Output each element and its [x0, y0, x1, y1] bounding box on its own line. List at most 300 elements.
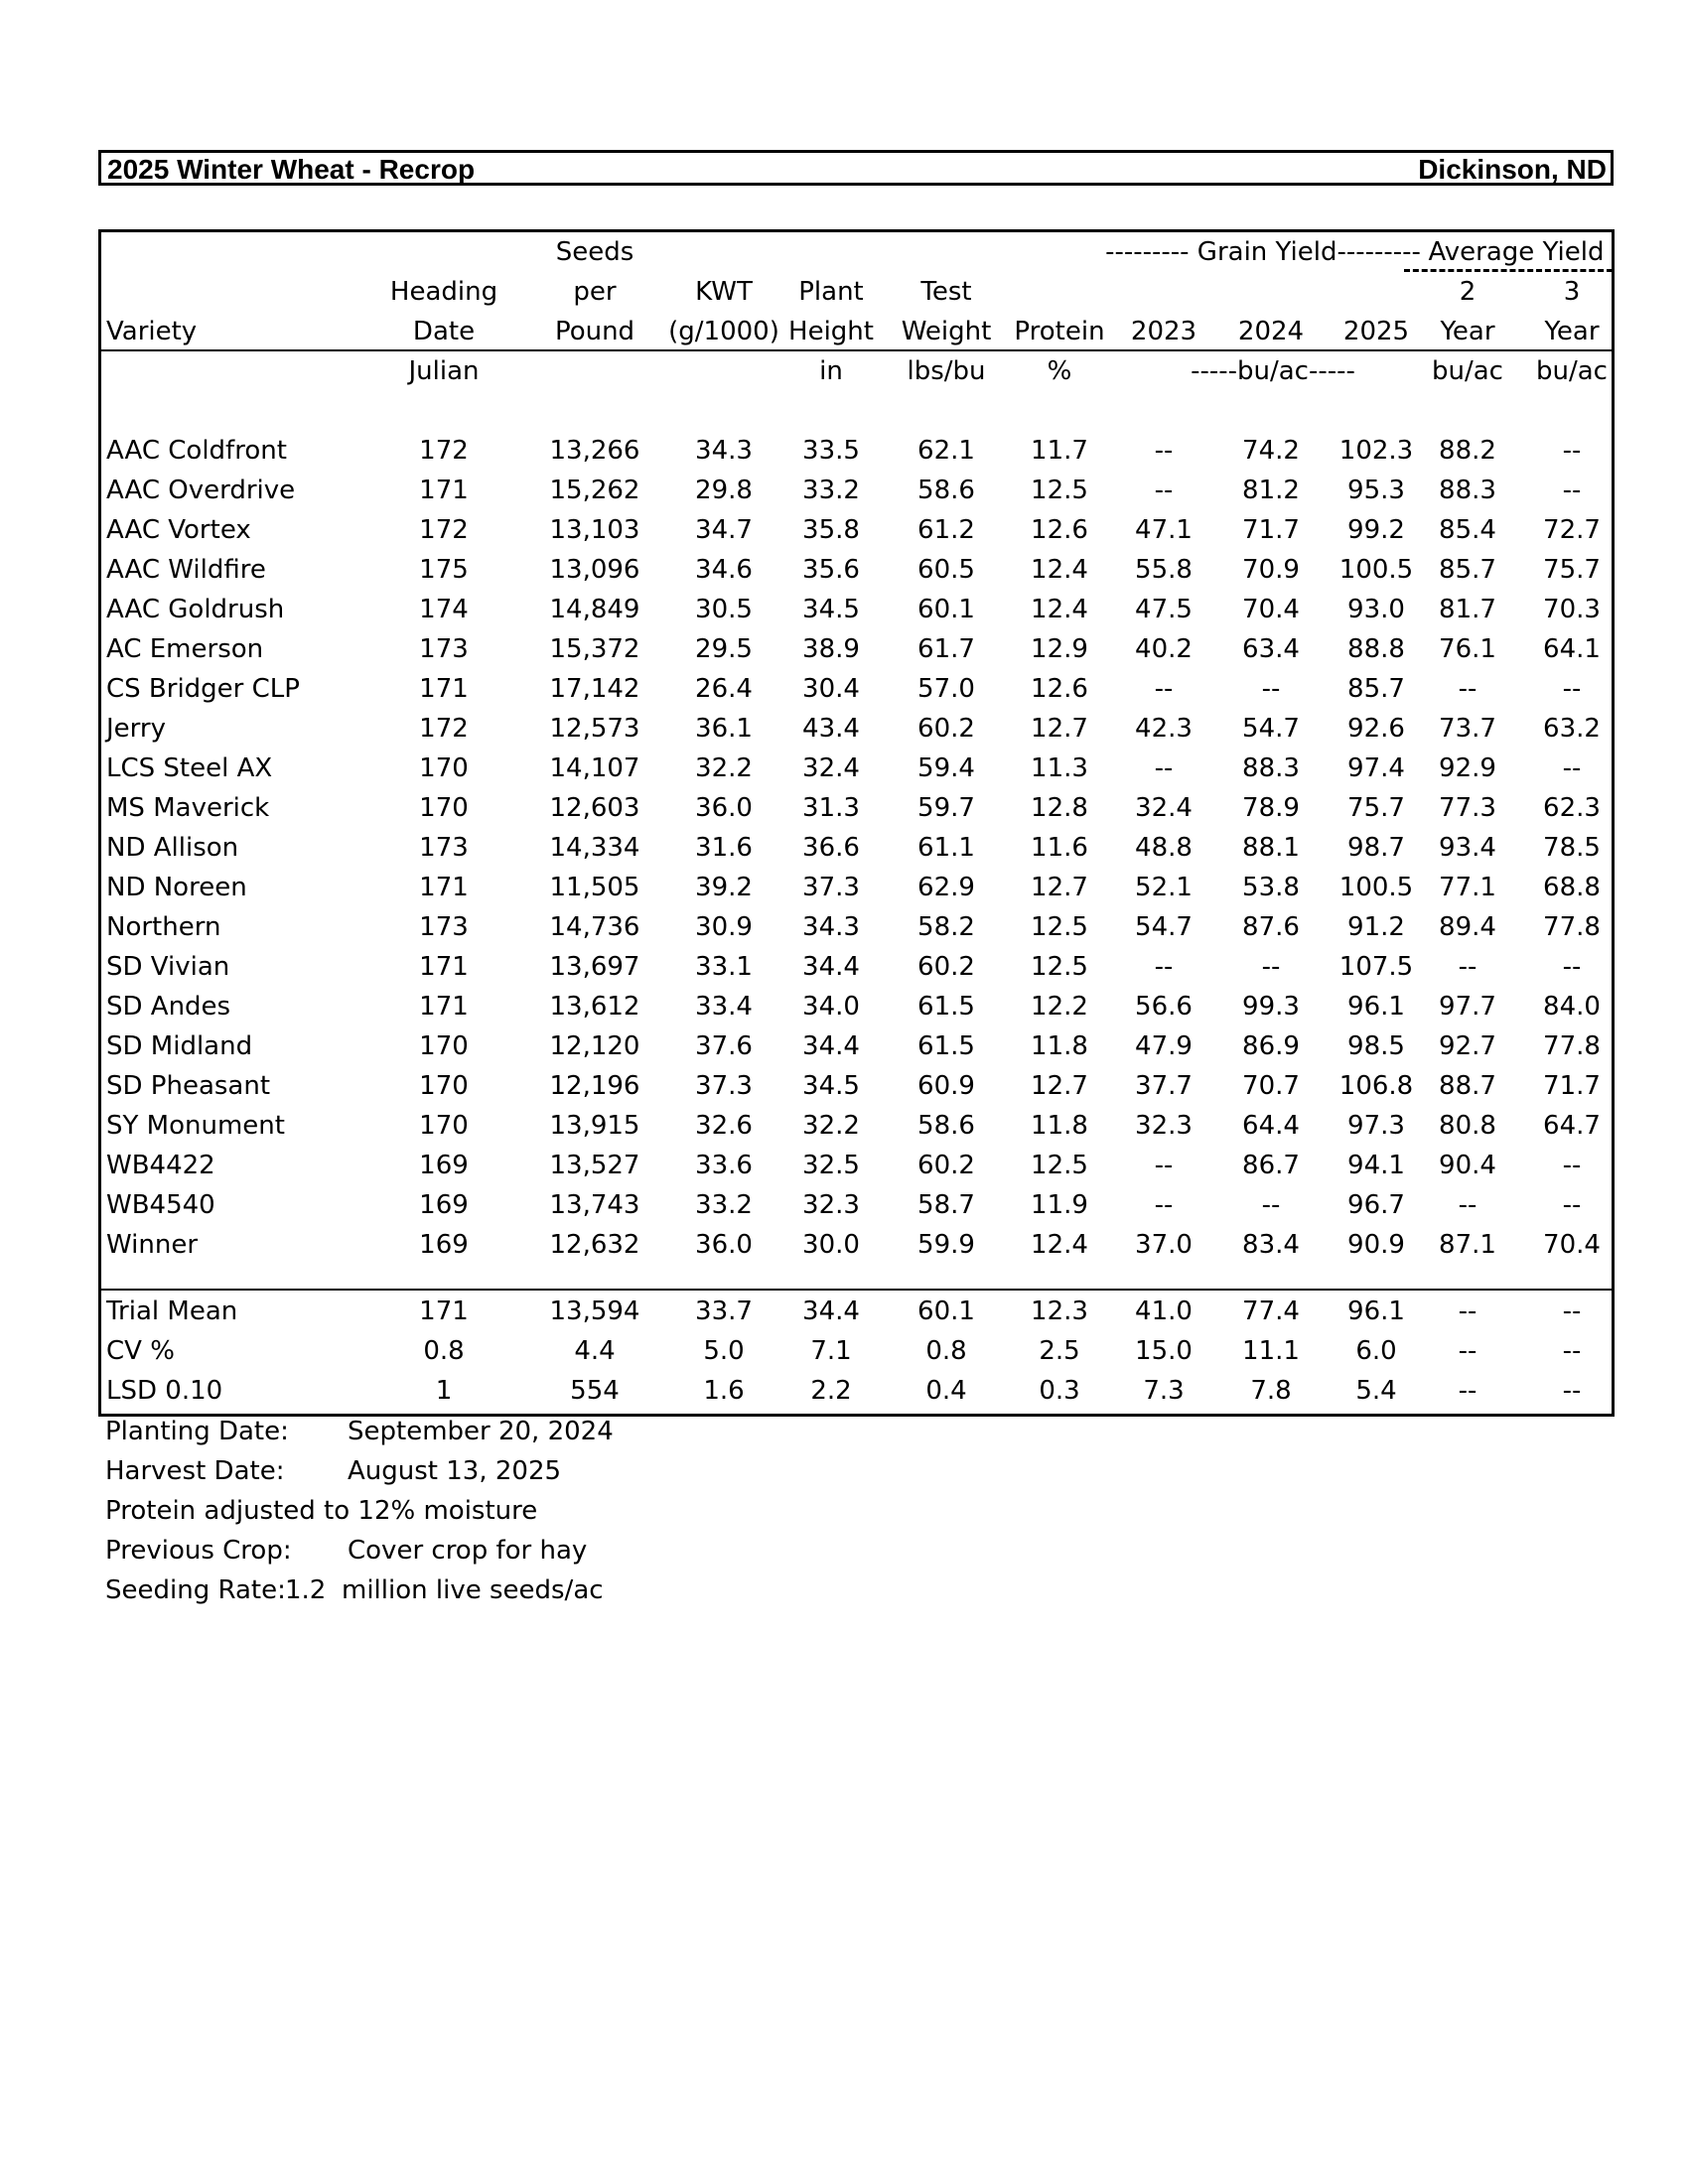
row-avg-yield-2yr: 92.7: [1439, 1031, 1496, 1061]
row-heading-date: 169: [419, 1230, 469, 1260]
row-yield-2024: 83.4: [1242, 1230, 1300, 1260]
row-kwt: 34.3: [695, 436, 753, 466]
row-yield-2024: 70.7: [1242, 1071, 1300, 1101]
header-date: Date: [412, 317, 476, 346]
row-heading-date: 171: [419, 952, 469, 982]
row-seeds-per-pound: 13,096: [549, 555, 640, 585]
row-heading-date: 170: [419, 1111, 469, 1141]
row-seeds-per-pound: 13,103: [549, 515, 640, 545]
row-avg-yield-2yr: 93.4: [1439, 833, 1496, 863]
header-variety: Variety: [106, 317, 198, 346]
summary-heading-date: 0.8: [423, 1336, 465, 1366]
row-seeds-per-pound: 13,743: [549, 1190, 640, 1220]
summary-test-weight: 0.8: [925, 1336, 967, 1366]
row-plant-height: 32.5: [802, 1151, 860, 1180]
row-heading-date: 170: [419, 1071, 469, 1101]
row-heading-date: 173: [419, 833, 469, 863]
row-test-weight: 60.9: [917, 1071, 975, 1101]
row-heading-date: 170: [419, 753, 469, 783]
summary-protein: 2.5: [1039, 1336, 1080, 1366]
row-yield-2023: --: [1154, 1151, 1174, 1180]
row-yield-2024: --: [1261, 952, 1281, 982]
row-heading-date: 174: [419, 595, 469, 624]
row-avg-yield-3yr: --: [1562, 436, 1582, 466]
row-seeds-per-pound: 15,372: [549, 634, 640, 664]
row-seeds-per-pound: 14,334: [549, 833, 640, 863]
row-variety: SD Andes: [106, 992, 231, 1022]
row-yield-2024: 70.9: [1242, 555, 1300, 585]
summary-avg-yield-2yr: --: [1458, 1297, 1477, 1326]
header-weight: Weight: [901, 317, 992, 346]
row-plant-height: 35.6: [802, 555, 860, 585]
row-variety: Winner: [106, 1230, 199, 1260]
summary-plant-height: 34.4: [802, 1297, 860, 1326]
row-avg-yield-2yr: 77.1: [1439, 873, 1496, 902]
row-plant-height: 38.9: [802, 634, 860, 664]
row-plant-height: 32.3: [802, 1190, 860, 1220]
row-variety: AAC Overdrive: [106, 476, 296, 505]
row-kwt: 33.4: [695, 992, 753, 1022]
summary-rule: [101, 1289, 1612, 1291]
row-yield-2025: 98.7: [1347, 833, 1405, 863]
row-heading-date: 171: [419, 873, 469, 902]
row-variety: SY Monument: [106, 1111, 285, 1141]
row-variety: SD Midland: [106, 1031, 253, 1061]
row-yield-2024: 71.7: [1242, 515, 1300, 545]
row-plant-height: 34.3: [802, 912, 860, 942]
row-protein: 11.7: [1031, 436, 1088, 466]
row-seeds-per-pound: 13,697: [549, 952, 640, 982]
row-avg-yield-2yr: 85.7: [1439, 555, 1496, 585]
header-per: per: [573, 277, 617, 307]
row-yield-2024: 78.9: [1242, 793, 1300, 823]
row-test-weight: 58.2: [917, 912, 975, 942]
row-kwt: 33.2: [695, 1190, 753, 1220]
summary-protein: 0.3: [1039, 1376, 1080, 1406]
summary-seeds-per-pound: 13,594: [549, 1297, 640, 1326]
row-variety: LCS Steel AX: [106, 753, 273, 783]
row-seeds-per-pound: 13,915: [549, 1111, 640, 1141]
row-avg-yield-2yr: 77.3: [1439, 793, 1496, 823]
row-avg-yield-3yr: --: [1562, 952, 1582, 982]
row-yield-2023: 48.8: [1135, 833, 1193, 863]
summary-avg-yield-2yr: --: [1458, 1336, 1477, 1366]
row-yield-2025: 97.4: [1347, 753, 1405, 783]
header-grain-yield: --------- Grain Yield---------: [1105, 237, 1421, 267]
summary-kwt: 1.6: [703, 1376, 745, 1406]
header-three: 3: [1563, 277, 1581, 307]
row-yield-2025: 91.2: [1347, 912, 1405, 942]
row-yield-2023: 42.3: [1135, 714, 1193, 744]
row-yield-2023: 47.9: [1135, 1031, 1193, 1061]
row-variety: SD Vivian: [106, 952, 230, 982]
row-protein: 11.3: [1031, 753, 1088, 783]
row-protein: 11.8: [1031, 1031, 1088, 1061]
row-protein: 12.4: [1031, 595, 1088, 624]
row-yield-2024: 54.7: [1242, 714, 1300, 744]
row-avg-yield-3yr: 62.3: [1543, 793, 1601, 823]
row-heading-date: 175: [419, 555, 469, 585]
row-avg-yield-2yr: --: [1458, 1190, 1477, 1220]
summary-seeds-per-pound: 554: [570, 1376, 620, 1406]
row-yield-2023: 47.5: [1135, 595, 1193, 624]
row-kwt: 36.1: [695, 714, 753, 744]
row-avg-yield-2yr: 92.9: [1439, 753, 1496, 783]
row-kwt: 32.6: [695, 1111, 753, 1141]
row-plant-height: 31.3: [802, 793, 860, 823]
row-test-weight: 60.2: [917, 1151, 975, 1180]
row-yield-2024: 64.4: [1242, 1111, 1300, 1141]
row-protein: 12.6: [1031, 515, 1088, 545]
report-title: 2025 Winter Wheat - Recrop: [107, 154, 476, 185]
row-yield-2025: 95.3: [1347, 476, 1405, 505]
unit-in: in: [819, 356, 843, 386]
row-test-weight: 59.4: [917, 753, 975, 783]
summary-heading-date: 171: [419, 1297, 469, 1326]
harvest-date-value: August 13, 2025: [348, 1456, 562, 1486]
row-kwt: 36.0: [695, 793, 753, 823]
row-test-weight: 61.2: [917, 515, 975, 545]
previous-crop-label: Previous Crop:: [105, 1536, 292, 1566]
row-seeds-per-pound: 13,612: [549, 992, 640, 1022]
header-year-3: Year: [1544, 317, 1600, 346]
row-yield-2024: 81.2: [1242, 476, 1300, 505]
row-variety: Northern: [106, 912, 221, 942]
row-protein: 12.5: [1031, 912, 1088, 942]
row-kwt: 30.9: [695, 912, 753, 942]
row-test-weight: 60.1: [917, 595, 975, 624]
row-variety: SD Pheasant: [106, 1071, 271, 1101]
row-protein: 12.9: [1031, 634, 1088, 664]
row-variety: ND Allison: [106, 833, 239, 863]
row-variety: ND Noreen: [106, 873, 247, 902]
row-yield-2024: --: [1261, 1190, 1281, 1220]
row-test-weight: 57.0: [917, 674, 975, 704]
row-avg-yield-3yr: 77.8: [1543, 912, 1601, 942]
row-plant-height: 33.2: [802, 476, 860, 505]
summary-yield-2024: 77.4: [1242, 1297, 1300, 1326]
row-avg-yield-3yr: 70.4: [1543, 1230, 1601, 1260]
row-test-weight: 61.1: [917, 833, 975, 863]
summary-yield-2024: 11.1: [1242, 1336, 1300, 1366]
row-seeds-per-pound: 11,505: [549, 873, 640, 902]
header-protein: Protein: [1014, 317, 1105, 346]
row-avg-yield-2yr: 88.7: [1439, 1071, 1496, 1101]
row-yield-2025: 85.7: [1347, 674, 1405, 704]
row-heading-date: 169: [419, 1151, 469, 1180]
row-yield-2023: 37.7: [1135, 1071, 1193, 1101]
row-variety: Jerry: [106, 714, 166, 744]
row-protein: 12.4: [1031, 555, 1088, 585]
row-seeds-per-pound: 14,107: [549, 753, 640, 783]
row-heading-date: 173: [419, 634, 469, 664]
row-test-weight: 62.1: [917, 436, 975, 466]
row-protein: 11.9: [1031, 1190, 1088, 1220]
row-kwt: 31.6: [695, 833, 753, 863]
header-pound: Pound: [554, 317, 635, 346]
unit-buac-span: -----bu/ac-----: [1191, 356, 1355, 386]
row-yield-2024: 53.8: [1242, 873, 1300, 902]
row-yield-2025: 75.7: [1347, 793, 1405, 823]
row-avg-yield-3yr: 75.7: [1543, 555, 1601, 585]
row-plant-height: 34.0: [802, 992, 860, 1022]
row-yield-2025: 102.3: [1338, 436, 1414, 466]
row-variety: WB4422: [106, 1151, 215, 1180]
row-test-weight: 61.5: [917, 1031, 975, 1061]
row-heading-date: 169: [419, 1190, 469, 1220]
row-avg-yield-2yr: 88.3: [1439, 476, 1496, 505]
summary-avg-yield-3yr: --: [1562, 1297, 1582, 1326]
row-avg-yield-2yr: 73.7: [1439, 714, 1496, 744]
row-yield-2023: 56.6: [1135, 992, 1193, 1022]
row-plant-height: 34.4: [802, 1031, 860, 1061]
row-variety: AAC Coldfront: [106, 436, 287, 466]
summary-yield-2023: 15.0: [1135, 1336, 1193, 1366]
row-variety: AAC Vortex: [106, 515, 251, 545]
row-avg-yield-2yr: 85.4: [1439, 515, 1496, 545]
row-yield-2024: 88.1: [1242, 833, 1300, 863]
row-plant-height: 30.4: [802, 674, 860, 704]
seeding-rate-label: Seeding Rate:: [105, 1575, 286, 1605]
header-test: Test: [920, 277, 972, 307]
row-heading-date: 170: [419, 793, 469, 823]
row-yield-2023: 40.2: [1135, 634, 1193, 664]
row-yield-2024: 86.9: [1242, 1031, 1300, 1061]
summary-avg-yield-3yr: --: [1562, 1336, 1582, 1366]
summary-yield-2025: 6.0: [1355, 1336, 1397, 1366]
row-yield-2025: 97.3: [1347, 1111, 1405, 1141]
row-avg-yield-2yr: 90.4: [1439, 1151, 1496, 1180]
row-yield-2025: 107.5: [1338, 952, 1414, 982]
row-protein: 12.5: [1031, 1151, 1088, 1180]
row-plant-height: 32.2: [802, 1111, 860, 1141]
row-plant-height: 43.4: [802, 714, 860, 744]
row-test-weight: 58.7: [917, 1190, 975, 1220]
row-avg-yield-2yr: 76.1: [1439, 634, 1496, 664]
row-avg-yield-3yr: --: [1562, 1190, 1582, 1220]
row-protein: 12.8: [1031, 793, 1088, 823]
row-yield-2024: --: [1261, 674, 1281, 704]
row-protein: 11.8: [1031, 1111, 1088, 1141]
row-test-weight: 59.9: [917, 1230, 975, 1260]
summary-variety: Trial Mean: [106, 1297, 238, 1326]
row-seeds-per-pound: 14,736: [549, 912, 640, 942]
row-kwt: 39.2: [695, 873, 753, 902]
row-seeds-per-pound: 13,266: [549, 436, 640, 466]
summary-kwt: 33.7: [695, 1297, 753, 1326]
summary-avg-yield-3yr: --: [1562, 1376, 1582, 1406]
header-average-yield: Average Yield: [1428, 237, 1605, 267]
row-avg-yield-2yr: 81.7: [1439, 595, 1496, 624]
row-avg-yield-3yr: 77.8: [1543, 1031, 1601, 1061]
row-avg-yield-3yr: --: [1562, 1151, 1582, 1180]
header-2023: 2023: [1130, 317, 1197, 346]
row-kwt: 36.0: [695, 1230, 753, 1260]
row-yield-2025: 96.1: [1347, 992, 1405, 1022]
row-kwt: 34.6: [695, 555, 753, 585]
report-location: Dickinson, ND: [1418, 154, 1607, 185]
row-avg-yield-3yr: 78.5: [1543, 833, 1601, 863]
row-variety: AC Emerson: [106, 634, 264, 664]
row-yield-2024: 74.2: [1242, 436, 1300, 466]
row-seeds-per-pound: 13,527: [549, 1151, 640, 1180]
row-test-weight: 61.5: [917, 992, 975, 1022]
protein-note: Protein adjusted to 12% moisture: [105, 1496, 538, 1526]
row-yield-2025: 94.1: [1347, 1151, 1405, 1180]
row-kwt: 37.6: [695, 1031, 753, 1061]
row-yield-2023: --: [1154, 1190, 1174, 1220]
seeding-rate-unit: million live seeds/ac: [342, 1575, 604, 1605]
row-plant-height: 30.0: [802, 1230, 860, 1260]
row-avg-yield-2yr: 89.4: [1439, 912, 1496, 942]
row-yield-2024: 99.3: [1242, 992, 1300, 1022]
row-test-weight: 59.7: [917, 793, 975, 823]
row-kwt: 32.2: [695, 753, 753, 783]
row-avg-yield-3yr: 70.3: [1543, 595, 1601, 624]
row-plant-height: 34.5: [802, 595, 860, 624]
row-avg-yield-2yr: 87.1: [1439, 1230, 1496, 1260]
row-plant-height: 34.4: [802, 952, 860, 982]
summary-plant-height: 2.2: [810, 1376, 852, 1406]
row-seeds-per-pound: 12,120: [549, 1031, 640, 1061]
header-heading: Heading: [389, 277, 498, 307]
row-kwt: 37.3: [695, 1071, 753, 1101]
unit-lbsbu: lbs/bu: [907, 356, 986, 386]
row-plant-height: 33.5: [802, 436, 860, 466]
row-heading-date: 171: [419, 674, 469, 704]
row-heading-date: 171: [419, 992, 469, 1022]
row-plant-height: 34.5: [802, 1071, 860, 1101]
row-test-weight: 60.2: [917, 714, 975, 744]
row-yield-2023: --: [1154, 952, 1174, 982]
row-variety: AAC Wildfire: [106, 555, 266, 585]
row-avg-yield-2yr: 88.2: [1439, 436, 1496, 466]
row-avg-yield-2yr: 97.7: [1439, 992, 1496, 1022]
summary-yield-2025: 96.1: [1347, 1297, 1405, 1326]
row-variety: CS Bridger CLP: [106, 674, 300, 704]
row-yield-2024: 70.4: [1242, 595, 1300, 624]
row-variety: AAC Goldrush: [106, 595, 285, 624]
row-yield-2025: 98.5: [1347, 1031, 1405, 1061]
row-yield-2023: --: [1154, 436, 1174, 466]
row-test-weight: 58.6: [917, 1111, 975, 1141]
row-seeds-per-pound: 12,632: [549, 1230, 640, 1260]
row-protein: 12.7: [1031, 873, 1088, 902]
row-protein: 12.5: [1031, 476, 1088, 505]
row-avg-yield-3yr: 68.8: [1543, 873, 1601, 902]
row-seeds-per-pound: 12,196: [549, 1071, 640, 1101]
row-yield-2024: 63.4: [1242, 634, 1300, 664]
row-kwt: 34.7: [695, 515, 753, 545]
row-yield-2023: 32.4: [1135, 793, 1193, 823]
row-yield-2024: 86.7: [1242, 1151, 1300, 1180]
header-2025: 2025: [1342, 317, 1410, 346]
previous-crop-value: Cover crop for hay: [348, 1536, 588, 1566]
planting-date-label: Planting Date:: [105, 1417, 289, 1446]
summary-kwt: 5.0: [703, 1336, 745, 1366]
unit-julian: Julian: [408, 356, 480, 386]
summary-yield-2025: 5.4: [1355, 1376, 1397, 1406]
row-protein: 12.4: [1031, 1230, 1088, 1260]
row-yield-2023: --: [1154, 753, 1174, 783]
row-yield-2023: 54.7: [1135, 912, 1193, 942]
row-plant-height: 35.8: [802, 515, 860, 545]
row-avg-yield-2yr: 80.8: [1439, 1111, 1496, 1141]
row-avg-yield-2yr: --: [1458, 952, 1477, 982]
header-plant: Plant: [798, 277, 864, 307]
summary-protein: 12.3: [1031, 1297, 1088, 1326]
row-yield-2024: 87.6: [1242, 912, 1300, 942]
summary-avg-yield-2yr: --: [1458, 1376, 1477, 1406]
row-protein: 12.2: [1031, 992, 1088, 1022]
row-plant-height: 36.6: [802, 833, 860, 863]
row-heading-date: 172: [419, 714, 469, 744]
row-heading-date: 170: [419, 1031, 469, 1061]
row-heading-date: 172: [419, 436, 469, 466]
row-avg-yield-3yr: --: [1562, 674, 1582, 704]
summary-seeds-per-pound: 4.4: [574, 1336, 616, 1366]
row-test-weight: 61.7: [917, 634, 975, 664]
row-avg-yield-3yr: 84.0: [1543, 992, 1601, 1022]
planting-date-value: September 20, 2024: [348, 1417, 614, 1446]
row-yield-2025: 100.5: [1338, 555, 1414, 585]
row-yield-2025: 96.7: [1347, 1190, 1405, 1220]
row-avg-yield-3yr: 63.2: [1543, 714, 1601, 744]
unit-buac-2: bu/ac: [1432, 356, 1503, 386]
row-test-weight: 58.6: [917, 476, 975, 505]
row-heading-date: 173: [419, 912, 469, 942]
row-avg-yield-3yr: --: [1562, 753, 1582, 783]
row-heading-date: 171: [419, 476, 469, 505]
summary-test-weight: 0.4: [925, 1376, 967, 1406]
row-yield-2025: 93.0: [1347, 595, 1405, 624]
row-seeds-per-pound: 17,142: [549, 674, 640, 704]
row-avg-yield-3yr: 72.7: [1543, 515, 1601, 545]
row-yield-2023: 32.3: [1135, 1111, 1193, 1141]
row-test-weight: 60.5: [917, 555, 975, 585]
summary-heading-date: 1: [435, 1376, 453, 1406]
row-protein: 12.7: [1031, 1071, 1088, 1101]
row-seeds-per-pound: 15,262: [549, 476, 640, 505]
row-yield-2025: 100.5: [1338, 873, 1414, 902]
row-kwt: 26.4: [695, 674, 753, 704]
row-avg-yield-2yr: --: [1458, 674, 1477, 704]
row-avg-yield-3yr: 64.7: [1543, 1111, 1601, 1141]
row-test-weight: 60.2: [917, 952, 975, 982]
summary-yield-2023: 7.3: [1143, 1376, 1185, 1406]
row-heading-date: 172: [419, 515, 469, 545]
header-year-2: Year: [1440, 317, 1495, 346]
summary-test-weight: 60.1: [917, 1297, 975, 1326]
row-protein: 12.6: [1031, 674, 1088, 704]
row-yield-2023: 55.8: [1135, 555, 1193, 585]
row-seeds-per-pound: 12,603: [549, 793, 640, 823]
row-kwt: 33.6: [695, 1151, 753, 1180]
row-protein: 12.5: [1031, 952, 1088, 982]
row-kwt: 30.5: [695, 595, 753, 624]
header-two: 2: [1459, 277, 1477, 307]
row-yield-2025: 90.9: [1347, 1230, 1405, 1260]
row-yield-2023: 47.1: [1135, 515, 1193, 545]
row-yield-2023: 37.0: [1135, 1230, 1193, 1260]
unit-buac-3: bu/ac: [1536, 356, 1608, 386]
row-yield-2023: --: [1154, 476, 1174, 505]
row-yield-2023: 52.1: [1135, 873, 1193, 902]
results-table: [98, 229, 1615, 1417]
row-yield-2025: 92.6: [1347, 714, 1405, 744]
row-plant-height: 37.3: [802, 873, 860, 902]
summary-variety: CV %: [106, 1336, 175, 1366]
